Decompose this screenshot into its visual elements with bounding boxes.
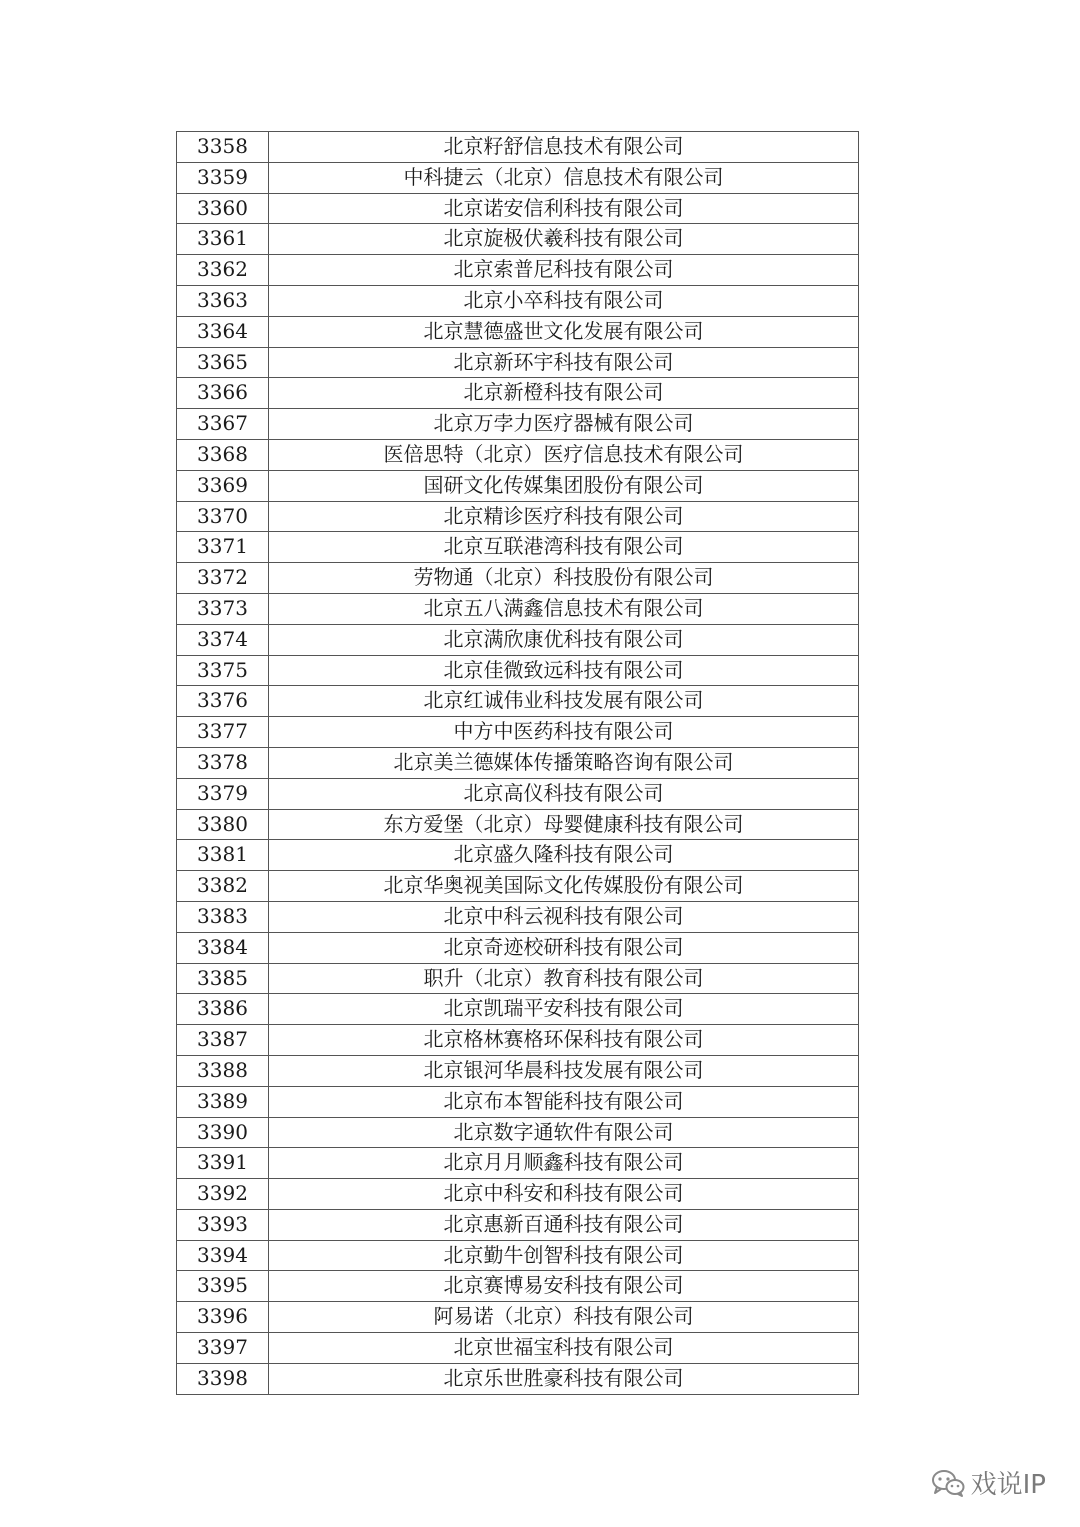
row-number-cell: 3368	[177, 439, 269, 470]
table-row	[177, 501, 859, 532]
table-row	[177, 871, 859, 902]
table-row	[177, 193, 859, 224]
table-row	[177, 994, 859, 1025]
table-row	[177, 901, 859, 932]
table-row	[177, 255, 859, 286]
row-number-cell: 3389	[177, 1086, 269, 1117]
table-row	[177, 285, 859, 316]
company-name-cell: 国研文化传媒集团股份有限公司	[269, 470, 859, 501]
row-number-cell: 3383	[177, 901, 269, 932]
company-list-body	[177, 132, 859, 1395]
table-row	[177, 1209, 859, 1240]
table-row	[177, 378, 859, 409]
row-number-cell: 3360	[177, 193, 269, 224]
company-name-cell: 北京精诊医疗科技有限公司	[269, 501, 859, 532]
company-name-cell: 北京奇迹校研科技有限公司	[269, 932, 859, 963]
company-name-cell: 北京华奥视美国际文化传媒股份有限公司	[269, 871, 859, 902]
row-number-cell: 3382	[177, 871, 269, 902]
company-name-cell: 北京新环宇科技有限公司	[269, 347, 859, 378]
table-row	[177, 963, 859, 994]
row-number-cell: 3388	[177, 1055, 269, 1086]
company-name-cell: 北京世福宝科技有限公司	[269, 1333, 859, 1364]
row-number-cell: 3387	[177, 1025, 269, 1056]
company-name-cell: 北京索普尼科技有限公司	[269, 255, 859, 286]
table-row	[177, 532, 859, 563]
company-name-cell: 北京盛久隆科技有限公司	[269, 840, 859, 871]
company-name-cell: 北京中科云视科技有限公司	[269, 901, 859, 932]
company-name-cell: 北京数字通软件有限公司	[269, 1117, 859, 1148]
table-row	[177, 470, 859, 501]
row-number-cell: 3396	[177, 1302, 269, 1333]
row-number-cell: 3369	[177, 470, 269, 501]
table-row	[177, 1240, 859, 1271]
row-number-cell: 3381	[177, 840, 269, 871]
company-list-table	[176, 131, 859, 1395]
company-name-cell: 东方爱堡（北京）母婴健康科技有限公司	[269, 809, 859, 840]
row-number-cell: 3373	[177, 593, 269, 624]
table-row	[177, 224, 859, 255]
row-number-cell: 3363	[177, 285, 269, 316]
table-row	[177, 624, 859, 655]
table-row	[177, 1117, 859, 1148]
row-number-cell: 3376	[177, 686, 269, 717]
company-name-cell: 北京籽舒信息技术有限公司	[269, 132, 859, 163]
table-row	[177, 593, 859, 624]
row-number-cell: 3364	[177, 316, 269, 347]
row-number-cell: 3362	[177, 255, 269, 286]
table-row	[177, 1179, 859, 1210]
row-number-cell: 3374	[177, 624, 269, 655]
table-row	[177, 1086, 859, 1117]
company-name-cell: 北京五八满鑫信息技术有限公司	[269, 593, 859, 624]
table-row	[177, 932, 859, 963]
table-row	[177, 316, 859, 347]
table-row	[177, 162, 859, 193]
company-name-cell: 北京布本智能科技有限公司	[269, 1086, 859, 1117]
company-name-cell: 北京高仪科技有限公司	[269, 778, 859, 809]
row-number-cell: 3365	[177, 347, 269, 378]
company-name-cell: 北京红诚伟业科技发展有限公司	[269, 686, 859, 717]
table-row	[177, 1055, 859, 1086]
row-number-cell: 3392	[177, 1179, 269, 1210]
table-row	[177, 1333, 859, 1364]
row-number-cell: 3397	[177, 1333, 269, 1364]
company-name-cell: 北京美兰德媒体传播策略咨询有限公司	[269, 747, 859, 778]
company-name-cell: 北京乐世胜豪科技有限公司	[269, 1363, 859, 1394]
table-row	[177, 778, 859, 809]
table-row	[177, 1363, 859, 1394]
company-name-cell: 北京月月顺鑫科技有限公司	[269, 1148, 859, 1179]
company-name-cell: 医倍思特（北京）医疗信息技术有限公司	[269, 439, 859, 470]
row-number-cell: 3378	[177, 747, 269, 778]
row-number-cell: 3366	[177, 378, 269, 409]
row-number-cell: 3371	[177, 532, 269, 563]
company-name-cell: 北京惠新百通科技有限公司	[269, 1209, 859, 1240]
row-number-cell: 3393	[177, 1209, 269, 1240]
company-name-cell: 北京银河华晨科技发展有限公司	[269, 1055, 859, 1086]
wechat-icon	[931, 1468, 965, 1498]
row-number-cell: 3377	[177, 717, 269, 748]
row-number-cell: 3370	[177, 501, 269, 532]
row-number-cell: 3361	[177, 224, 269, 255]
row-number-cell: 3379	[177, 778, 269, 809]
table-row	[177, 439, 859, 470]
table-row	[177, 1148, 859, 1179]
row-number-cell: 3395	[177, 1271, 269, 1302]
row-number-cell: 3358	[177, 132, 269, 163]
company-name-cell: 劳物通（北京）科技股份有限公司	[269, 563, 859, 594]
table-row	[177, 1302, 859, 1333]
company-name-cell: 中方中医药科技有限公司	[269, 717, 859, 748]
table-row	[177, 717, 859, 748]
company-name-cell: 北京诺安信利科技有限公司	[269, 193, 859, 224]
company-name-cell: 北京佳微致远科技有限公司	[269, 655, 859, 686]
table-row	[177, 1271, 859, 1302]
company-name-cell: 北京新橙科技有限公司	[269, 378, 859, 409]
company-name-cell: 北京中科安和科技有限公司	[269, 1179, 859, 1210]
company-name-cell: 职升（北京）教育科技有限公司	[269, 963, 859, 994]
table-row	[177, 809, 859, 840]
company-name-cell: 北京小卒科技有限公司	[269, 285, 859, 316]
row-number-cell: 3398	[177, 1363, 269, 1394]
row-number-cell: 3394	[177, 1240, 269, 1271]
row-number-cell: 3391	[177, 1148, 269, 1179]
company-name-cell: 北京慧德盛世文化发展有限公司	[269, 316, 859, 347]
watermark-text: 戏说IP	[970, 1470, 1046, 1500]
company-name-cell: 北京万孛力医疗器械有限公司	[269, 409, 859, 440]
table-row	[177, 347, 859, 378]
table-row	[177, 686, 859, 717]
table-row	[177, 747, 859, 778]
company-name-cell: 中科捷云（北京）信息技术有限公司	[269, 162, 859, 193]
table-row	[177, 563, 859, 594]
table-row	[177, 840, 859, 871]
watermark	[931, 1464, 1046, 1501]
row-number-cell: 3367	[177, 409, 269, 440]
row-number-cell: 3359	[177, 162, 269, 193]
row-number-cell: 3372	[177, 563, 269, 594]
company-name-cell: 北京勤牛创智科技有限公司	[269, 1240, 859, 1271]
company-name-cell: 阿易诺（北京）科技有限公司	[269, 1302, 859, 1333]
row-number-cell: 3390	[177, 1117, 269, 1148]
table-row	[177, 1025, 859, 1056]
company-name-cell: 北京满欣康优科技有限公司	[269, 624, 859, 655]
table-row	[177, 132, 859, 163]
company-name-cell: 北京赛博易安科技有限公司	[269, 1271, 859, 1302]
table-row	[177, 655, 859, 686]
table-row	[177, 409, 859, 440]
company-name-cell: 北京格林赛格环保科技有限公司	[269, 1025, 859, 1056]
row-number-cell: 3375	[177, 655, 269, 686]
row-number-cell: 3384	[177, 932, 269, 963]
company-name-cell: 北京互联港湾科技有限公司	[269, 532, 859, 563]
row-number-cell: 3380	[177, 809, 269, 840]
company-name-cell: 北京凯瑞平安科技有限公司	[269, 994, 859, 1025]
row-number-cell: 3385	[177, 963, 269, 994]
row-number-cell: 3386	[177, 994, 269, 1025]
company-name-cell: 北京旋极伏羲科技有限公司	[269, 224, 859, 255]
